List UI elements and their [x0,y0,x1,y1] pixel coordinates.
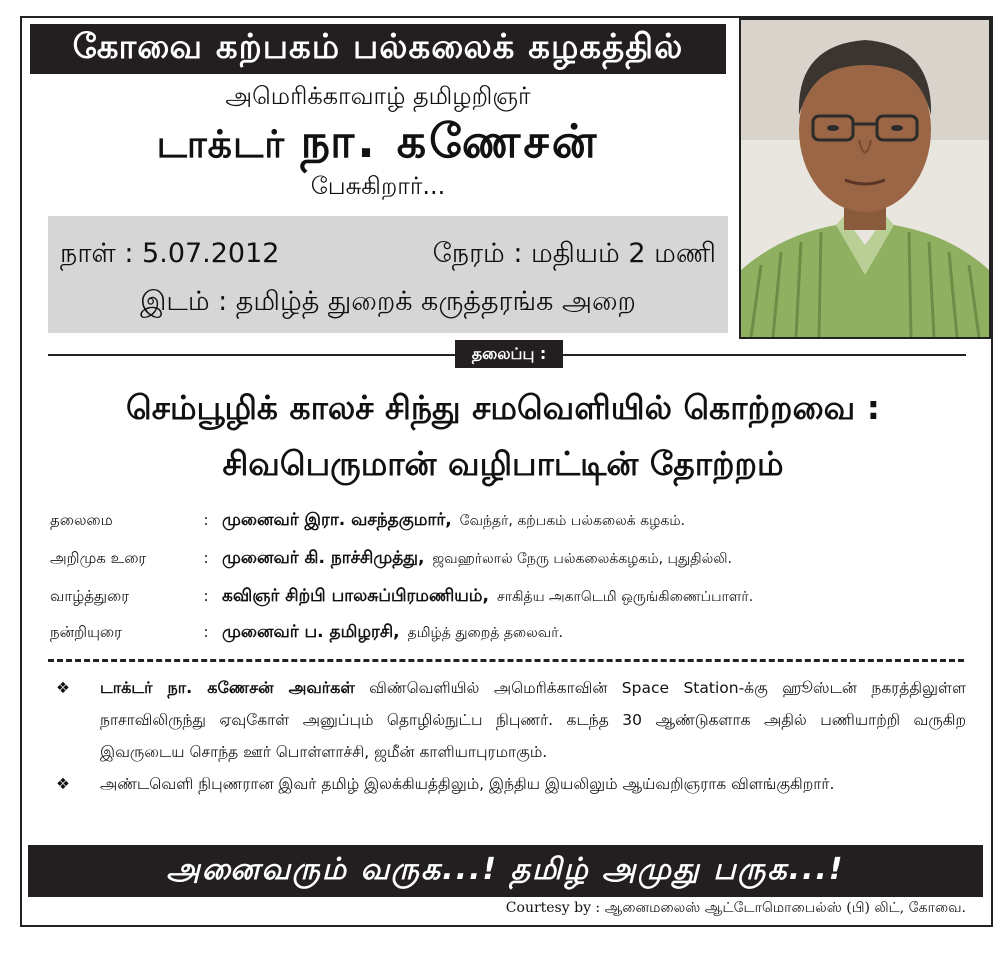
program-row [50,510,970,532]
event-time: நேரம் : மதியம் 2 மணி [432,238,716,269]
topic-title-line2: சிவபெருமான் வழிபாட்டின் தோற்றம் [222,444,784,483]
topic-label: தலைப்பு : [455,340,563,368]
program-affiliation: ஜவஹர்லால் நேரு பல்கலைக்கழகம், புதுதில்லி. [432,551,732,567]
bio-text: விண்வெளியில் அமெரிக்காவின் Space Station-க்கு ஹூஸ்டன் நகரத்திலுள்ள நாசாவிலிருந்து ஏவுகோள் அனுப்பும் தொழில்நுட்ப நிபுணர். கடந்த 30 ஆண்டுகளாக அதில் பணியாற்றி வருகிற இவருடைய சொந்த ஊர் பொள்ளாச்சி, ஜமீன் காளியாபுரமாகும். [100,679,966,761]
program-role: அறிமுக உரை [50,549,147,567]
program-colon: : [203,623,209,641]
bio-bold-name: டாக்டர் நா. கணேசன் அவர்கள் [100,678,355,697]
program-colon: : [203,511,209,529]
speaker-name-row [30,114,726,175]
program-person: முனைவர் கி. நாச்சிமுத்து, [222,548,425,568]
event-info-box [48,216,728,333]
program-person: கவிஞர் சிற்பி பாலசுப்பிரமணியம், [222,586,489,606]
program-colon: : [203,549,209,567]
university-banner: கோவை கற்பகம் பல்கலைக் கழகத்தில் [30,24,726,74]
speaker-photo [739,18,991,339]
program-affiliation: சாகித்ய அகாடெமி ஒருங்கிணைப்பாளர். [496,589,754,605]
program-row [50,622,970,644]
speaker-title: டாக்டர் [156,122,286,166]
program-role: தலைமை [50,511,113,529]
speaker-portrait-image [741,20,989,337]
courtesy-line: Courtesy by : ஆனைமலைஸ் ஆட்டோமொபைல்ஸ் (பி) லிட், கோவை. [505,900,966,916]
speaker-name: நா. கணேசன் [300,114,600,168]
program-affiliation: வேந்தர், கற்பகம் பல்கலைக் கழகம். [459,513,686,529]
bio-text: அண்டவெளி நிபுணரான இவர் தமிழ் இலக்கியத்திலும், இந்திய இயலிலும் ஆய்வறிஞராக விளங்குகிறார். [100,775,835,793]
program-colon: : [203,587,209,605]
program-person: முனைவர் ப. தமிழரசி, [222,622,400,642]
bullet-diamond-icon: ❖ [56,679,70,697]
program-role: வாழ்த்துரை [50,587,129,605]
event-date: நாள் : 5.07.2012 [60,238,280,269]
program-person: முனைவர் இரா. வசந்தகுமார், [222,510,452,530]
topic-title-line1: செம்பூழிக் காலச் சிந்து சமவெளியில் கொற்றவை : [126,388,880,427]
speaker-subtitle: அமெரிக்காவாழ் தமிழறிஞர் [225,82,531,110]
footer-slogan: அனைவரும் வருக...! தமிழ் அமுது பருக...! [28,845,983,897]
program-row [50,586,970,608]
bio-bullet [56,768,966,800]
program-affiliation: தமிழ்த் துறைத் தலைவர். [407,625,563,641]
dashed-divider [48,659,964,662]
program-row [50,548,970,570]
speaks-label: பேசுகிறார்... [310,172,446,200]
bullet-diamond-icon: ❖ [56,775,70,793]
event-venue: இடம் : தமிழ்த் துறைக் கருத்தரங்க அறை [140,286,636,317]
program-role: நன்றியுரை [50,623,122,641]
bio-bullet [56,672,966,768]
